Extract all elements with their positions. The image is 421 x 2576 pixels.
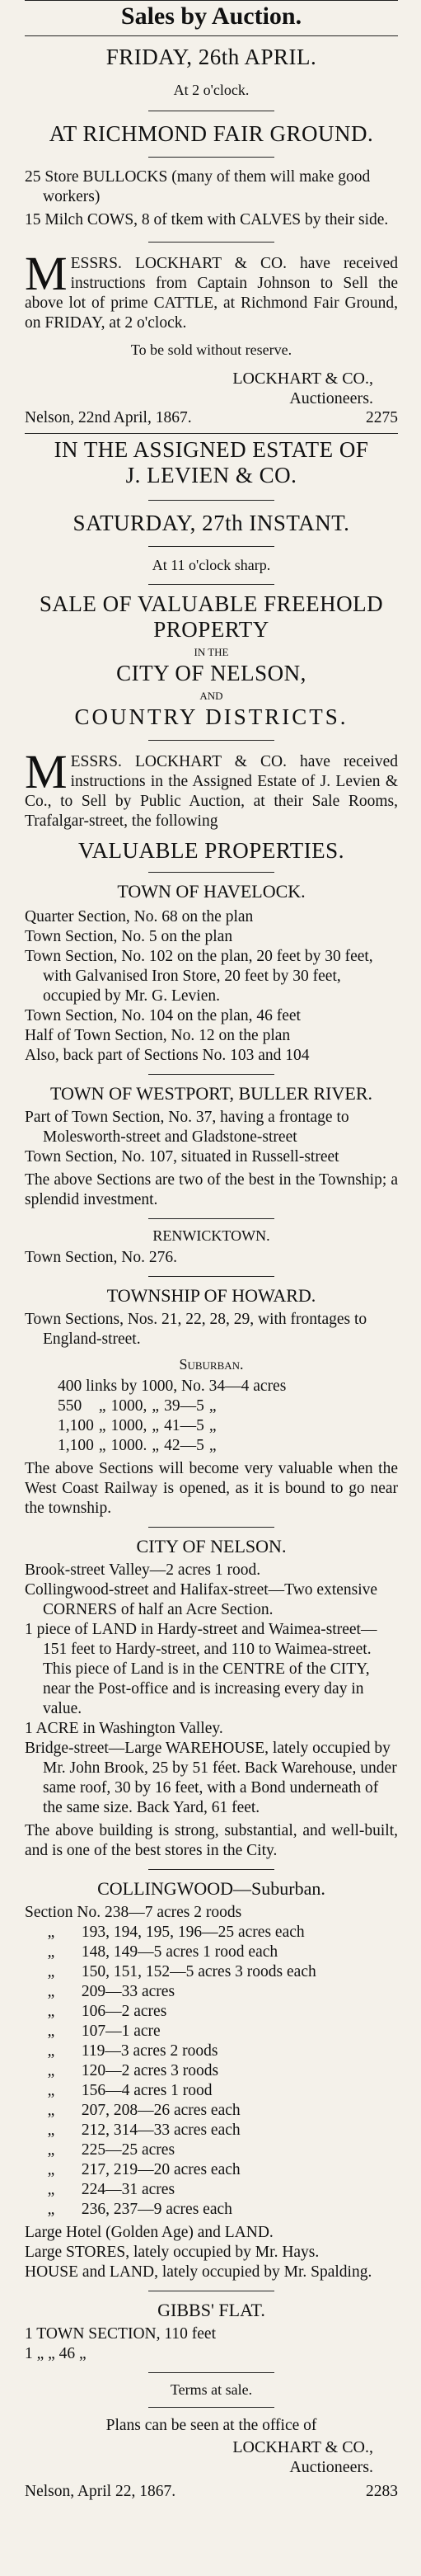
westport-note: The above Sections are two of the best in the Township; a splendid investment.	[25, 1171, 398, 1208]
ad2-footer-date: Nelson, April 22, 1867.	[25, 2483, 176, 2500]
ad1-reserve: To be sold without reserve.	[130, 341, 292, 358]
table-cell: 1,100	[58, 1437, 94, 1454]
list-item	[25, 2200, 398, 2220]
ditto-mark: „	[47, 2023, 55, 2040]
table-cell: „	[208, 1437, 217, 1454]
table-cell: „	[152, 1397, 160, 1415]
ad2-sale-line-1: SALE OF VALUABLE FREEHOLD	[39, 591, 384, 616]
ditto-mark: „	[47, 2181, 55, 2198]
renwick-title: RENWICKTOWN.	[152, 1227, 270, 1244]
ad1-lot-bullocks: 25 Store BULLOCKS (many of them will make good workers)	[25, 168, 371, 205]
terms: Terms at sale.	[170, 2381, 253, 2398]
table-row	[58, 1416, 221, 1436]
table-row: 400 links by 1000, No. 34—4 acres	[58, 1377, 287, 1395]
table-cell: „	[98, 1417, 106, 1434]
section-title: Sales by Auction.	[120, 2, 302, 30]
table-cell: „	[98, 1397, 106, 1415]
list-item-text: 224—31 acres	[81, 2181, 175, 2198]
nelson-title: CITY OF NELSON.	[136, 1536, 287, 1556]
list-item: 1 ACRE in Washington Valley.	[25, 1720, 223, 1737]
short-rule	[148, 500, 274, 501]
table-cell: „	[98, 1437, 106, 1454]
list-item	[25, 2081, 398, 2101]
ditto-mark: „	[47, 2201, 55, 2218]
list-item	[25, 2121, 398, 2140]
gibbs-item-2: 1 „ „ 46 „	[25, 2345, 87, 2362]
ad2-city: CITY OF NELSON,	[116, 661, 306, 685]
howard-item: Town Sections, Nos. 21, 22, 28, 29, with frontages to England-street.	[25, 1311, 367, 1348]
ditto-mark: „	[47, 2042, 55, 2060]
nelson-list	[25, 1561, 398, 1818]
ad2-body: MESSRS. LOCKHART & CO. have received instructions in the Assigned Estate of J. Levien & Co., to Sell by Public Auction, at their Sale Rooms, Trafalgar-street, the following	[25, 745, 398, 830]
hotel-item: Large Hotel (Golden Age) and LAND.	[25, 2224, 274, 2241]
list-item: Part of Town Section, No. 37, having a frontage to Molesworth-street and Gladstone-street	[25, 1109, 349, 1146]
ad1-footer-number: 2275	[366, 409, 398, 426]
ditto-mark: „	[47, 2062, 55, 2079]
list-item-text: 150, 151, 152—5 acres 3 roods each	[81, 1963, 316, 1980]
gibbs-item-1: 1 TOWN SECTION, 110 feet	[25, 2325, 216, 2343]
list-item: Half of Town Section, No. 12 on the plan	[25, 1027, 291, 1044]
list-item-text: 212, 314—33 acres each	[81, 2122, 241, 2139]
short-rule	[148, 1527, 274, 1528]
ad1-footer	[25, 408, 398, 428]
list-item	[25, 1943, 398, 1962]
list-item-text: 207, 208—26 acres each	[81, 2102, 241, 2119]
list-item-text: 217, 219—20 acres each	[81, 2161, 241, 2178]
list-item: Also, back part of Sections No. 103 and 104	[25, 1047, 310, 1064]
ditto-mark: „	[47, 1983, 55, 2000]
ditto-mark: „	[47, 2141, 55, 2159]
ad2-valuable: VALUABLE PROPERTIES.	[78, 838, 344, 863]
stores-item: Large STORES, lately occupied by Mr. Hays.	[25, 2244, 320, 2261]
ad2-date: SATURDAY, 27th INSTANT.	[73, 511, 350, 535]
plans: Plans can be seen at the office of	[105, 2417, 317, 2434]
list-item	[25, 2160, 398, 2180]
collingwood-title: COLLINGWOOD—Suburban.	[97, 1878, 325, 1899]
list-item-text: 193, 194, 195, 196—25 acres each	[81, 1924, 305, 1941]
list-item: 1 piece of LAND in Hardy-street and Waimea-street—151 feet to Hardy-street, and 110 to Waimea-street. This piece of Land is in the CENTRE of the CITY, near the Post-office and is increasing every day in value.	[25, 1621, 377, 1717]
ad1-time: At 2 o'clock.	[173, 82, 250, 98]
table-cell: 1,100	[58, 1417, 94, 1434]
ad2-time: At 11 o'clock sharp.	[152, 557, 271, 573]
list-item	[25, 2041, 398, 2061]
table-cell: 1000,	[110, 1397, 147, 1415]
short-rule	[148, 2372, 274, 2373]
ad2-heading-2: J. LEVIEN & CO.	[125, 463, 297, 487]
short-rule	[148, 584, 274, 585]
gibbs-title: GIBBS' FLAT.	[157, 2300, 265, 2320]
ad2-sale-line-2: PROPERTY	[153, 617, 269, 642]
list-item	[25, 1982, 398, 2002]
list-item	[25, 1923, 398, 1943]
short-rule	[148, 1218, 274, 1219]
table-cell: 39—5	[164, 1397, 204, 1415]
table-cell: 42—5	[164, 1437, 204, 1454]
table-row	[58, 1396, 221, 1416]
table-cell: 550	[58, 1397, 82, 1415]
ditto-mark: „	[47, 1963, 55, 1980]
suburban-label: Suburban.	[179, 1356, 244, 1373]
list-item-text: 119—3 acres 2 roods	[81, 2042, 218, 2060]
ad1-location: AT RICHMOND FAIR GROUND.	[49, 121, 374, 146]
list-item	[25, 2061, 398, 2081]
list-item: Bridge-street—Large WAREHOUSE, lately occupied by Mr. John Brook, 25 by 51 féet. Back Warehouse, under same roof, 30 by 16 feet, with a Bond underneath of the same size. Back Yard, 61 feet.	[25, 1740, 397, 1816]
short-rule	[148, 1869, 274, 1870]
list-item: Town Section, No. 5 on the plan	[25, 928, 233, 945]
collingwood-lead: Section No. 238—7 acres 2 roods	[25, 1904, 242, 1921]
table-cell: 41—5	[164, 1417, 204, 1434]
short-rule	[148, 1074, 274, 1075]
house-item: HOUSE and LAND, lately occupied by Mr. Spalding.	[25, 2263, 372, 2281]
ditto-mark: „	[47, 2161, 55, 2178]
ad1-footer-date: Nelson, 22nd April, 1867.	[25, 409, 192, 426]
ad2-and: AND	[199, 690, 223, 702]
westport-list	[25, 1108, 398, 1167]
westport-title: TOWN OF WESTPORT, BULLER RIVER.	[49, 1083, 372, 1104]
ditto-mark: „	[47, 1924, 55, 1941]
title-rule	[25, 35, 398, 36]
list-item-text: 156—4 acres 1 rood	[81, 2082, 213, 2099]
list-item	[25, 1962, 398, 1982]
ad2-heading-1: IN THE ASSIGNED ESTATE OF	[54, 437, 369, 462]
ad2-footer-number: 2283	[366, 2483, 398, 2500]
table-cell: 1000.	[110, 1437, 147, 1454]
collingwood-list	[25, 1923, 398, 2220]
table-cell: „	[208, 1417, 217, 1434]
howard-note: The above Sections will become very valuable when the West Coast Railway is opened, as it is bound to go near the township.	[25, 1460, 398, 1517]
ad-separator	[25, 433, 398, 434]
ad2-footer	[25, 2482, 398, 2502]
ditto-mark: „	[47, 1943, 55, 1961]
table-cell: „	[152, 1437, 160, 1454]
list-item-text: 148, 149—5 acres 1 rood each	[81, 1943, 278, 1961]
list-item-text: 236, 237—9 acres each	[81, 2201, 232, 2218]
list-item	[25, 2101, 398, 2121]
list-item	[25, 2002, 398, 2022]
table-row	[58, 1436, 221, 1456]
short-rule	[148, 872, 274, 873]
short-rule	[148, 740, 274, 741]
howard-title: TOWNSHIP OF HOWARD.	[106, 1285, 316, 1306]
havelock-title: TOWN OF HAVELOCK.	[117, 881, 306, 902]
ad1-body: MESSRS. LOCKHART & CO. have received instructions from Captain Johnson to Sell the above lot of prime CATTLE, at Richmond Fair Ground, on FRIDAY, at 2 o'clock.	[25, 247, 398, 332]
list-item	[25, 2022, 398, 2041]
list-item: Brook-street Valley—2 acres 1 rood.	[25, 1561, 261, 1579]
ad2-country: COUNTRY DISTRICTS.	[74, 704, 348, 729]
list-item: Town Section, No. 102 on the plan, 20 feet by 30 feet, with Galvanised Iron Store, 20 feet by 30 feet, occupied by Mr. G. Levien.	[25, 948, 373, 1005]
table-cell: „	[152, 1417, 160, 1434]
ditto-mark: „	[47, 2102, 55, 2119]
table-cell: „	[208, 1397, 217, 1415]
ad1-lot-cows: 15 Milch COWS, 8 of tkem with CALVES by their side.	[25, 211, 389, 228]
short-rule	[148, 546, 274, 547]
short-rule	[148, 157, 274, 158]
ditto-mark: „	[47, 2122, 55, 2139]
list-item: Quarter Section, No. 68 on the plan	[25, 908, 254, 925]
list-item-text: 209—33 acres	[81, 1983, 175, 2000]
list-item-text: 106—2 acres	[81, 2003, 167, 2020]
list-item: Collingwood-street and Halifax-street—Two extensive CORNERS of half an Acre Section.	[25, 1581, 378, 1618]
table-cell: 1000,	[110, 1417, 147, 1434]
suburban-table	[25, 1377, 398, 1456]
ditto-mark: „	[47, 2082, 55, 2099]
ad2-in-the: IN THE	[194, 646, 229, 658]
short-rule	[148, 2407, 274, 2408]
list-item: Town Section, No. 107, situated in Russell-street	[25, 1148, 339, 1166]
suburban-lots	[58, 1396, 221, 1456]
list-item-text: 107—1 acre	[81, 2023, 161, 2040]
list-item	[25, 2140, 398, 2160]
havelock-list	[25, 907, 398, 1066]
short-rule	[148, 242, 274, 243]
top-rule	[25, 0, 398, 1]
renwick-item: Town Section, No. 276.	[25, 1249, 177, 1266]
list-item	[25, 2180, 398, 2200]
ad1-date: FRIDAY, 26th APRIL.	[105, 45, 317, 69]
ad2-signature-name: LOCKHART & CO.,	[232, 2438, 373, 2456]
list-item: Town Section, No. 104 on the plan, 46 feet	[25, 1007, 301, 1024]
short-rule	[148, 1276, 274, 1277]
ad2-signature-title: Auctioneers.	[289, 2458, 373, 2476]
ditto-mark: „	[47, 2003, 55, 2020]
list-item-text: 120—2 acres 3 roods	[81, 2062, 219, 2079]
ad1-signature-name: LOCKHART & CO.,	[232, 370, 373, 388]
list-item-text: 225—25 acres	[81, 2141, 175, 2159]
nelson-note: The above building is strong, substantial, and well-built, and is one of the best stores in the City.	[25, 1822, 398, 1859]
ad1-signature-title: Auctioneers.	[289, 389, 373, 407]
